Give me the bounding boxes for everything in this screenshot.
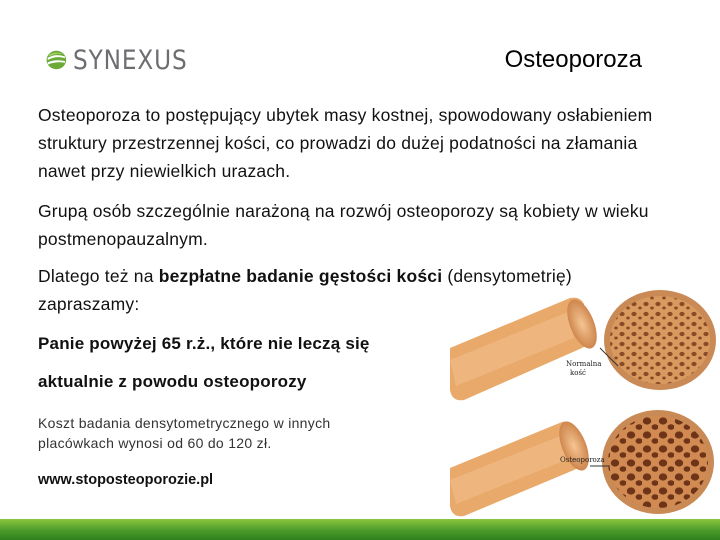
logo-text: SYNEXUS: [72, 44, 188, 76]
definition-paragraph: Osteoporoza to postępujący ubytek masy kostnej, spowodowany osłabieniem struktury przestrzennej kości, co prowadzi do dużej podatności na złamania nawet przy niewielkich urazach.: [38, 105, 653, 181]
synexus-logo-mark-icon: [46, 42, 67, 78]
target-group-line-1: Panie powyżej 65 r.ż., które nie leczą się: [38, 334, 370, 353]
page-title: Osteoporoza: [504, 46, 642, 73]
normal-label-line-2: kość: [570, 369, 586, 377]
normal-label-line-1: Normalna: [566, 360, 602, 368]
target-group-line-2: aktualnie z powodu osteoporozy: [38, 372, 307, 391]
osteoporotic-bone-section: [602, 410, 714, 514]
cost-note: Koszt badania densytometrycznego w innych placówkach wynosi od 60 do 120 zł.: [38, 415, 331, 451]
bone-illustration: [450, 290, 720, 520]
invitation-prefix: Dlatego też na: [38, 266, 159, 286]
osteoporotic-bone-shaft: [450, 417, 595, 516]
website-link[interactable]: www.stoposteoporozie.pl: [38, 472, 214, 488]
normal-bone-section: [604, 290, 716, 390]
invitation-suffix: (densytometrię) zapraszamy:: [38, 266, 572, 314]
osteo-label: Osteoporoza: [560, 456, 605, 464]
normal-bone-shaft: [450, 295, 603, 400]
risk-group-paragraph: Grupą osób szczególnie narażoną na rozwój osteoporozy są kobiety w wieku postmenopauzalnym.: [38, 201, 649, 249]
bottom-bar: [0, 519, 720, 540]
synexus-logo: [46, 40, 206, 80]
invitation-bold: bezpłatne badanie gęstości kości: [158, 266, 443, 286]
